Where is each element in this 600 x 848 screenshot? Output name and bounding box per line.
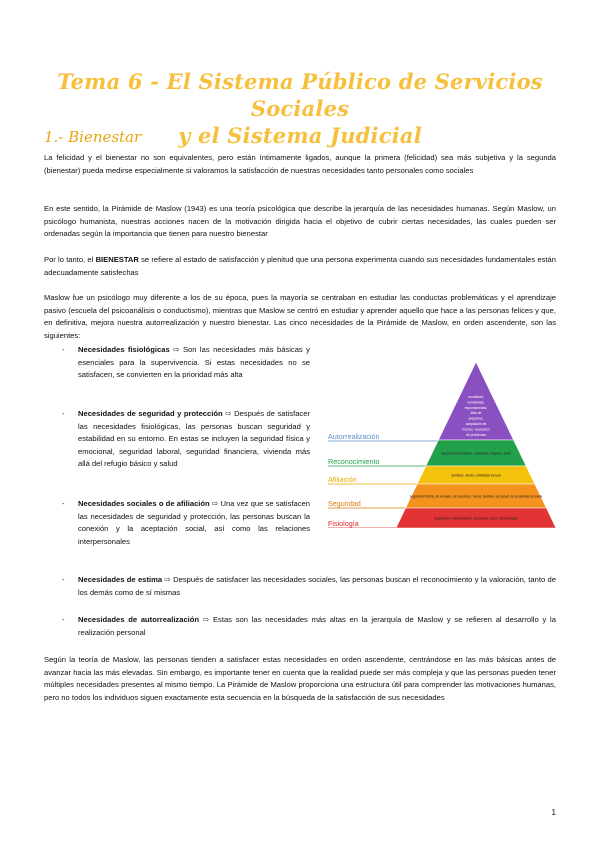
list-item-name: Necesidades sociales o de afiliación bbox=[78, 499, 210, 508]
list-item-name: Necesidades de autorrealización bbox=[78, 615, 200, 624]
pyramid-level-content: seguridad física, de empleo, de recursos, moral, familiar, de salud, de propiedad privada bbox=[409, 494, 543, 499]
paragraph-1: La felicidad y el bienestar no son equivalentes, pero están íntimamente ligados, aunque la primera (felicidad) sea más subjetiva y la segunda (bienestar) pueda medirse especialmente si valoramos la satisfacción de nuestras necesidades tanto personales como sociales bbox=[44, 153, 556, 175]
list-item-esteem bbox=[78, 574, 556, 599]
pyramid-level-label: Fisiología bbox=[328, 519, 359, 528]
list-item-text: Estas son las necesidades más altas en la jerarquía de Maslow y se refieren al desarrollo y la realización personal bbox=[78, 615, 556, 637]
title-line-2: y el Sistema Judicial bbox=[178, 123, 422, 148]
list-item-name: Necesidades de seguridad y protección bbox=[78, 409, 223, 418]
paragraph-4: Maslow fue un psicólogo muy diferente a los de su época, pues la mayoría se centraban en estudiar las conductas problemáticas y el aprendizaje pasivo (escuela del psicoanálisis o conductismo), mientras que Maslow se centró en estudiar y aprender aquello que hace a las personas felices y que, en definitiva, mejora nuestra autorrealización y nuestro bienestar. Las cinco necesidades de la Pirámide de Maslow, en orden ascendente, son las siguientes: bbox=[44, 293, 556, 340]
paragraph-3-bold: BIENESTAR bbox=[95, 255, 139, 264]
list-item-text: Después de satisfacer las necesidades sociales, las personas buscan el reconocimiento y la valoración, tanto de los demás como de sí mismas bbox=[78, 575, 556, 597]
list-item-text: Una vez que se satisfacen las necesidades de seguridad y protección, las personas buscan la conexión y la aceptación social, así como las relaciones interpersonales bbox=[78, 499, 310, 546]
pyramid-level-content: respiración, alimentación, descanso, sexo, homeostasis bbox=[434, 516, 518, 521]
section-heading: 1.- Bienestar bbox=[44, 128, 142, 146]
list-item-self-actualization bbox=[78, 614, 556, 639]
list-item-text: Son las necesidades más básicas y esenciales para la supervivencia. Si estas necesidades no se satisfacen, se convierten en la prioridad más alta bbox=[78, 345, 310, 380]
paragraph-2: En este sentido, la Pirámide de Maslow (1943) es una teoría psicológica que describe la jerarquía de las necesidades humanas. Según Maslow, un psicólogo humanista, nuestras acciones nacen de la motivación dirigida hacia el objetivo de cubrir ciertas necesidades, las cuales pueden ser ordenadas según la importancia que tienen para nuestro bienestar bbox=[44, 204, 556, 239]
arrow-icon: ⇨ bbox=[173, 345, 180, 354]
maslow-pyramid-figure bbox=[328, 362, 556, 528]
arrow-icon: ⇨ bbox=[225, 409, 232, 418]
pyramid-level-label: Reconocimiento bbox=[328, 457, 380, 466]
arrow-icon: ⇨ bbox=[202, 615, 210, 624]
page-number: 1 bbox=[551, 808, 556, 817]
pyramid-level-label: Afiliación bbox=[328, 475, 357, 484]
list-item-safety bbox=[78, 408, 310, 471]
list-item-name: Necesidades de estima bbox=[78, 575, 163, 584]
list-item-social bbox=[78, 498, 310, 548]
pyramid-level-label: Autorrealización bbox=[328, 432, 380, 441]
pyramid-level-content: autorreconocimiento, confianza, respeto, éxito bbox=[441, 451, 511, 456]
pyramid-level-label: Seguridad bbox=[328, 499, 361, 508]
list-bullet: - bbox=[62, 615, 65, 624]
list-bullet: - bbox=[62, 409, 65, 418]
paragraph-3-pre: Por lo tanto, el bbox=[44, 255, 96, 264]
arrow-icon: ⇨ bbox=[211, 499, 219, 508]
paragraph-3-post: se refiere al estado de satisfacción y plenitud que una persona experimenta cuando sus necesidades fundamentales están adecuadamente satisfechas bbox=[44, 255, 556, 277]
arrow-icon: ⇨ bbox=[164, 575, 171, 584]
list-bullet: - bbox=[62, 345, 65, 354]
list-item-text: Después de satisfacer las necesidades fisiológicas, las personas buscan seguridad y estabilidad en su entorno. En estas se incluyen la seguridad física y emocional, seguridad laboral, seguridad financiera, vivienda más allá del refugio básico y salud bbox=[78, 409, 310, 469]
list-item-physiological bbox=[78, 344, 310, 382]
pyramid-level-content: amistad, afecto, intimidad sexual bbox=[451, 473, 501, 478]
pyramid-level-content: moralidad, creatividad, espontaneidad, falta de prejuicios, aceptación de hechos, resolución de problemas bbox=[462, 395, 490, 437]
list-bullet: - bbox=[62, 575, 65, 584]
paragraph-5: Según la teoría de Maslow, las personas tienden a satisfacer estas necesidades en orden ascendente, centrándose en las más básicas antes de avanzar hacia las más elevadas. Sin embargo, es importante tener en cuenta que la realidad puede ser más compleja y que las personas pueden tener múltiples necesidades presentes al mismo tiempo. La Pirámide de Maslow proporciona una estructura útil para comprender las motivaciones humanas, pero no todos los individuos siguen exactamente esta secuencia en la búsqueda de la satisfacción de sus necesidades bbox=[44, 655, 556, 702]
title-line-1: Tema 6 - El Sistema Público de Servicios Sociales bbox=[57, 69, 543, 121]
paragraph-3 bbox=[44, 254, 556, 279]
list-bullet: - bbox=[62, 499, 65, 508]
list-item-name: Necesidades fisiológicas bbox=[78, 345, 170, 354]
